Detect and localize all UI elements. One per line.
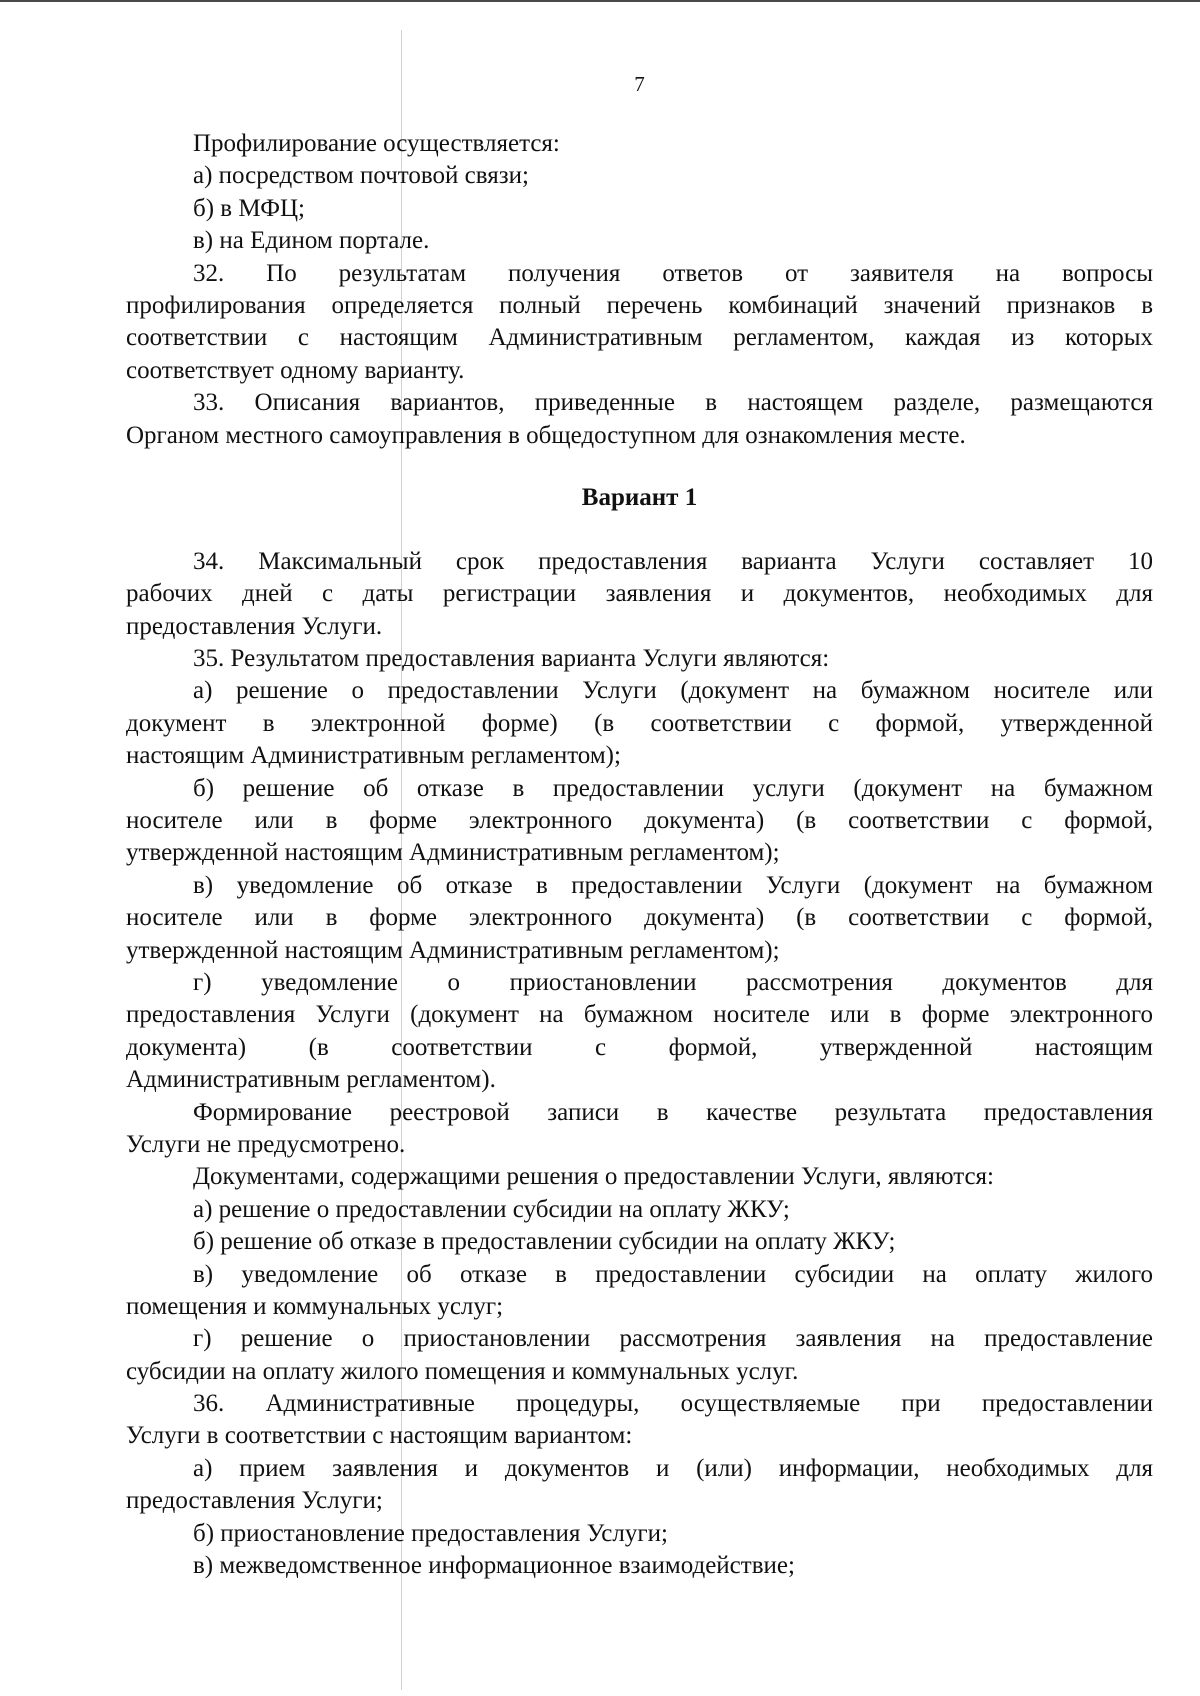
document-page bbox=[126, 70, 1153, 1582]
text-line: 36. Административные процедуры, осуществляемые при предоставлении bbox=[193, 1390, 1153, 1418]
text-line: в) уведомление об отказе в предоставлении Услуги (документ на бумажном bbox=[193, 871, 1153, 899]
scan-top-border bbox=[0, 0, 1200, 2]
text-line: носителе или в форме электронного документа) (в соответствии с формой, bbox=[126, 904, 1153, 932]
text-line: а) решение о предоставлении субсидии на оплату ЖКУ; bbox=[193, 1195, 790, 1223]
text-line: помещения и коммунальных услуг; bbox=[126, 1292, 504, 1320]
text-line: 32. По результатам получения ответов от заявителя на вопросы bbox=[193, 259, 1153, 287]
text-line: в) на Едином портале. bbox=[193, 227, 430, 255]
text-line: субсидии на оплату жилого помещения и коммунальных услуг. bbox=[126, 1357, 799, 1385]
text-line: Органом местного самоуправления в общедоступном для ознакомления месте. bbox=[126, 421, 966, 449]
text-line: настоящим Административным регламентом); bbox=[126, 742, 621, 770]
text-line: утвержденной настоящим Административным регламентом); bbox=[126, 936, 780, 964]
text-line: документа) (в соответствии с формой, утвержденной настоящим bbox=[126, 1033, 1153, 1061]
text-line: носителе или в форме электронного документа) (в соответствии с формой, bbox=[126, 807, 1153, 835]
text-line: предоставления Услуги. bbox=[126, 612, 383, 640]
text-line: г) уведомление о приостановлении рассмотрения документов для bbox=[193, 968, 1153, 996]
text-line: Административным регламентом). bbox=[126, 1066, 496, 1094]
section-heading: Вариант 1 bbox=[581, 483, 698, 511]
text-line: Документами, содержащими решения о предоставлении Услуги, являются: bbox=[193, 1163, 994, 1191]
text-line: утвержденной настоящим Административным регламентом); bbox=[126, 839, 780, 867]
intro-section bbox=[126, 128, 1153, 452]
text-line: г) решение о приостановлении рассмотрения заявления на предоставление bbox=[193, 1325, 1153, 1353]
text-line: 33. Описания вариантов, приведенные в настоящем разделе, размещаются bbox=[193, 389, 1153, 417]
text-line: а) решение о предоставлении Услуги (документ на бумажном носителе или bbox=[193, 677, 1153, 705]
text-line: профилирования определяется полный перечень комбинаций значений признаков в bbox=[126, 291, 1153, 319]
body-section bbox=[126, 546, 1153, 1583]
text-line: в) межведомственное информационное взаимодействие; bbox=[193, 1552, 795, 1580]
text-line: рабочих дней с даты регистрации заявления и документов, необходимых для bbox=[126, 580, 1153, 608]
text-line: предоставления Услуги; bbox=[126, 1487, 383, 1515]
text-line: в) уведомление об отказе в предоставлении субсидии на оплату жилого bbox=[193, 1260, 1153, 1288]
text-line: Формирование реестровой записи в качестве результата предоставления bbox=[193, 1098, 1153, 1126]
text-line: б) приостановление предоставления Услуги; bbox=[193, 1519, 668, 1547]
text-line: 34. Максимальный срок предоставления варианта Услуги составляет 10 bbox=[193, 547, 1153, 575]
page-number: 7 bbox=[634, 72, 645, 96]
text-line: б) в МФЦ; bbox=[193, 194, 305, 222]
text-line: Услуги в соответствии с настоящим вариантом: bbox=[126, 1422, 633, 1450]
text-line: а) прием заявления и документов и (или) информации, необходимых для bbox=[193, 1454, 1153, 1482]
text-line: а) посредством почтовой связи; bbox=[193, 162, 529, 190]
text-line: предоставления Услуги (документ на бумажном носителе или в форме электронного bbox=[126, 1001, 1153, 1029]
text-line: документ в электронной форме) (в соответствии с формой, утвержденной bbox=[126, 709, 1153, 737]
text-line: б) решение об отказе в предоставлении услуги (документ на бумажном bbox=[193, 774, 1153, 802]
text-line: б) решение об отказе в предоставлении субсидии на оплату ЖКУ; bbox=[193, 1228, 896, 1256]
text-line: соответствии с настоящим Административным регламентом, каждая из которых bbox=[126, 324, 1153, 352]
text-line: соответствует одному варианту. bbox=[126, 356, 465, 384]
text-line: 35. Результатом предоставления варианта Услуги являются: bbox=[193, 645, 830, 673]
text-line: Профилирование осуществляется: bbox=[193, 130, 560, 157]
text-line: Услуги не предусмотрено. bbox=[126, 1130, 406, 1158]
